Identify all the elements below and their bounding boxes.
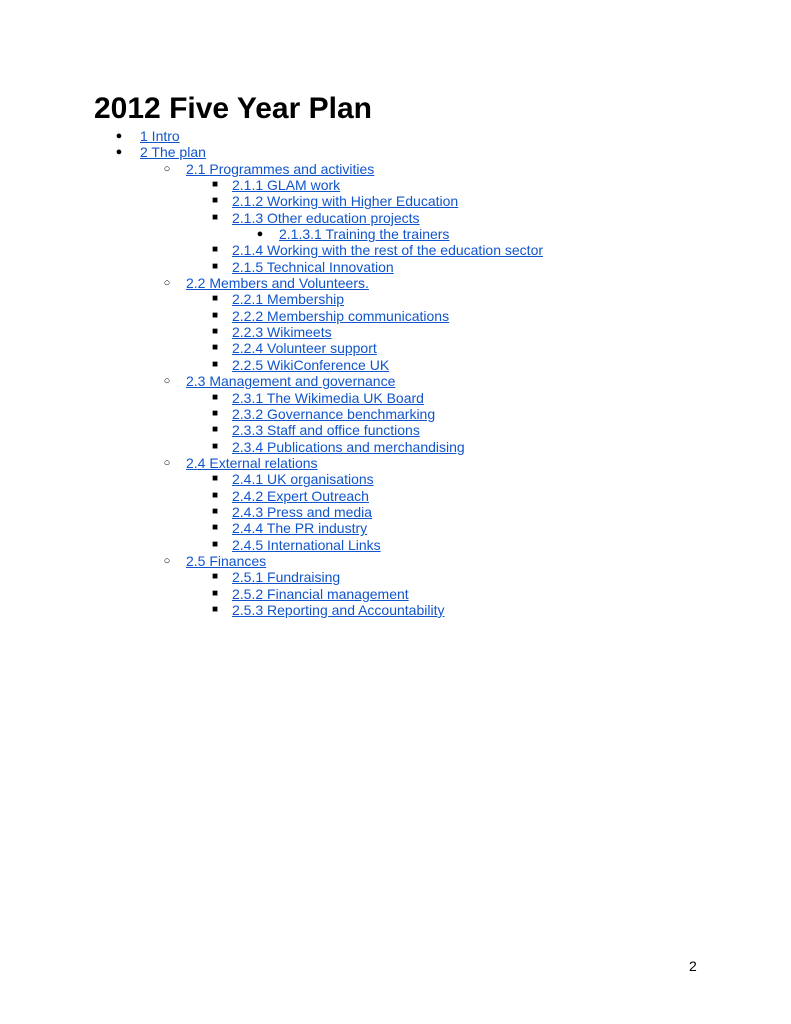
toc-link[interactable]: 2.1.3.1 Training the trainers: [279, 226, 450, 243]
toc-link[interactable]: 2.5 Finances: [186, 552, 267, 569]
toc-link[interactable]: 2.4.1 UK organisations: [232, 471, 374, 488]
toc-entry: [0, 308, 791, 324]
toc-link[interactable]: 2.2 Members and Volunteers.: [186, 275, 369, 292]
toc-link[interactable]: 2.1.3 Other education projects: [232, 209, 420, 226]
toc-link[interactable]: 2.2.2 Membership communications: [232, 307, 450, 324]
toc-bullet-icon: ○: [163, 277, 171, 290]
toc-link[interactable]: 2.2.5 WikiConference UK: [232, 356, 390, 373]
toc-link[interactable]: 2.5.3 Reporting and Accountability: [232, 601, 445, 618]
toc-entry: [0, 128, 791, 144]
toc-bullet-icon: ■: [211, 424, 219, 436]
toc-bullet-icon: ■: [211, 358, 219, 370]
toc-bullet-icon: ○: [163, 456, 171, 469]
toc-entry: [0, 439, 791, 455]
toc-entry: [0, 373, 791, 389]
toc-link[interactable]: 2.1.1 GLAM work: [232, 177, 341, 194]
toc-entry: [0, 471, 791, 487]
toc-bullet-icon: ■: [211, 505, 219, 517]
toc-bullet-icon: ■: [211, 473, 219, 485]
toc-bullet-icon: ■: [211, 603, 219, 615]
toc-entry: [0, 537, 791, 553]
toc-link[interactable]: 2.1.2 Working with Higher Education: [232, 193, 459, 210]
toc-bullet-icon: ●: [115, 130, 123, 142]
toc-bullet-icon: ○: [163, 554, 171, 567]
toc-link[interactable]: 2.2.3 Wikimeets: [232, 324, 332, 341]
toc-link[interactable]: 2.5.2 Financial management: [232, 585, 409, 602]
toc-entry: [0, 210, 791, 226]
toc-entry: [0, 291, 791, 307]
toc-link[interactable]: 2.3.4 Publications and merchandising: [232, 438, 465, 455]
toc-bullet-icon: ○: [163, 162, 171, 175]
toc-link[interactable]: 2.4.5 International Links: [232, 536, 381, 553]
toc-entry: [0, 193, 791, 209]
toc-bullet-icon: ■: [211, 571, 219, 583]
toc-entry: [0, 242, 791, 258]
toc-bullet-icon: ■: [211, 244, 219, 256]
toc-entry: [0, 455, 791, 471]
toc-link[interactable]: 2.3.2 Governance benchmarking: [232, 405, 436, 422]
toc-bullet-icon: ○: [163, 375, 171, 388]
toc-entry: [0, 520, 791, 536]
toc-bullet-icon: ■: [211, 522, 219, 534]
toc-entry: [0, 553, 791, 569]
toc-entry: [0, 422, 791, 438]
page-number: 2: [689, 958, 697, 974]
toc-link[interactable]: 2.1.4 Working with the rest of the education sector: [232, 242, 544, 259]
toc-link[interactable]: 2.1 Programmes and activities: [186, 160, 375, 177]
toc-bullet-icon: ■: [211, 309, 219, 321]
toc-link[interactable]: 2.5.1 Fundraising: [232, 569, 341, 586]
toc-bullet-icon: ■: [211, 179, 219, 191]
toc-bullet-icon: ■: [211, 211, 219, 223]
toc-entry: [0, 357, 791, 373]
toc-bullet-icon: ■: [211, 489, 219, 501]
toc-link[interactable]: 2 The plan: [140, 144, 206, 161]
toc-entry: [0, 340, 791, 356]
toc-link[interactable]: 2.1.5 Technical Innovation: [232, 258, 394, 275]
toc-entry: [0, 406, 791, 422]
toc-entry: [0, 275, 791, 291]
toc-entry: [0, 324, 791, 340]
toc-link[interactable]: 2.3.1 The Wikimedia UK Board: [232, 389, 424, 406]
toc-link[interactable]: 2.3.3 Staff and office functions: [232, 422, 420, 439]
toc-bullet-icon: ■: [211, 195, 219, 207]
toc-link[interactable]: 2.2.1 Membership: [232, 291, 345, 308]
toc-link[interactable]: 1 Intro: [140, 128, 180, 144]
toc-entry: [0, 226, 791, 242]
toc-entry: [0, 504, 791, 520]
toc-entry: [0, 488, 791, 504]
toc-bullet-icon: ■: [211, 407, 219, 419]
toc-bullet-icon: ■: [211, 587, 219, 599]
toc-link[interactable]: 2.4.4 The PR industry: [232, 520, 368, 537]
table-of-contents: [0, 128, 791, 618]
toc-entry: [0, 602, 791, 618]
toc-entry: [0, 259, 791, 275]
toc-entry: [0, 144, 791, 160]
toc-link[interactable]: 2.4.2 Expert Outreach: [232, 487, 369, 504]
toc-entry: [0, 177, 791, 193]
toc-entry: [0, 586, 791, 602]
toc-bullet-icon: ■: [211, 260, 219, 272]
toc-bullet-icon: ●: [115, 146, 123, 159]
toc-bullet-icon: ■: [211, 326, 219, 338]
toc-bullet-icon: ■: [211, 538, 219, 550]
toc-bullet-icon: ■: [211, 293, 219, 305]
toc-bullet-icon: ■: [211, 440, 219, 452]
toc-bullet-icon: ●: [256, 228, 264, 241]
toc-link[interactable]: 2.2.4 Volunteer support: [232, 340, 377, 357]
toc-entry: [0, 390, 791, 406]
toc-link[interactable]: 2.3 Management and governance: [186, 373, 396, 390]
toc-entry: [0, 161, 791, 177]
page-title: 2012 Five Year Plan: [94, 92, 372, 125]
toc-bullet-icon: ■: [211, 342, 219, 354]
toc-bullet-icon: ■: [211, 391, 219, 403]
toc-link[interactable]: 2.4 External relations: [186, 454, 318, 471]
toc-entry: [0, 569, 791, 585]
toc-link[interactable]: 2.4.3 Press and media: [232, 503, 373, 520]
